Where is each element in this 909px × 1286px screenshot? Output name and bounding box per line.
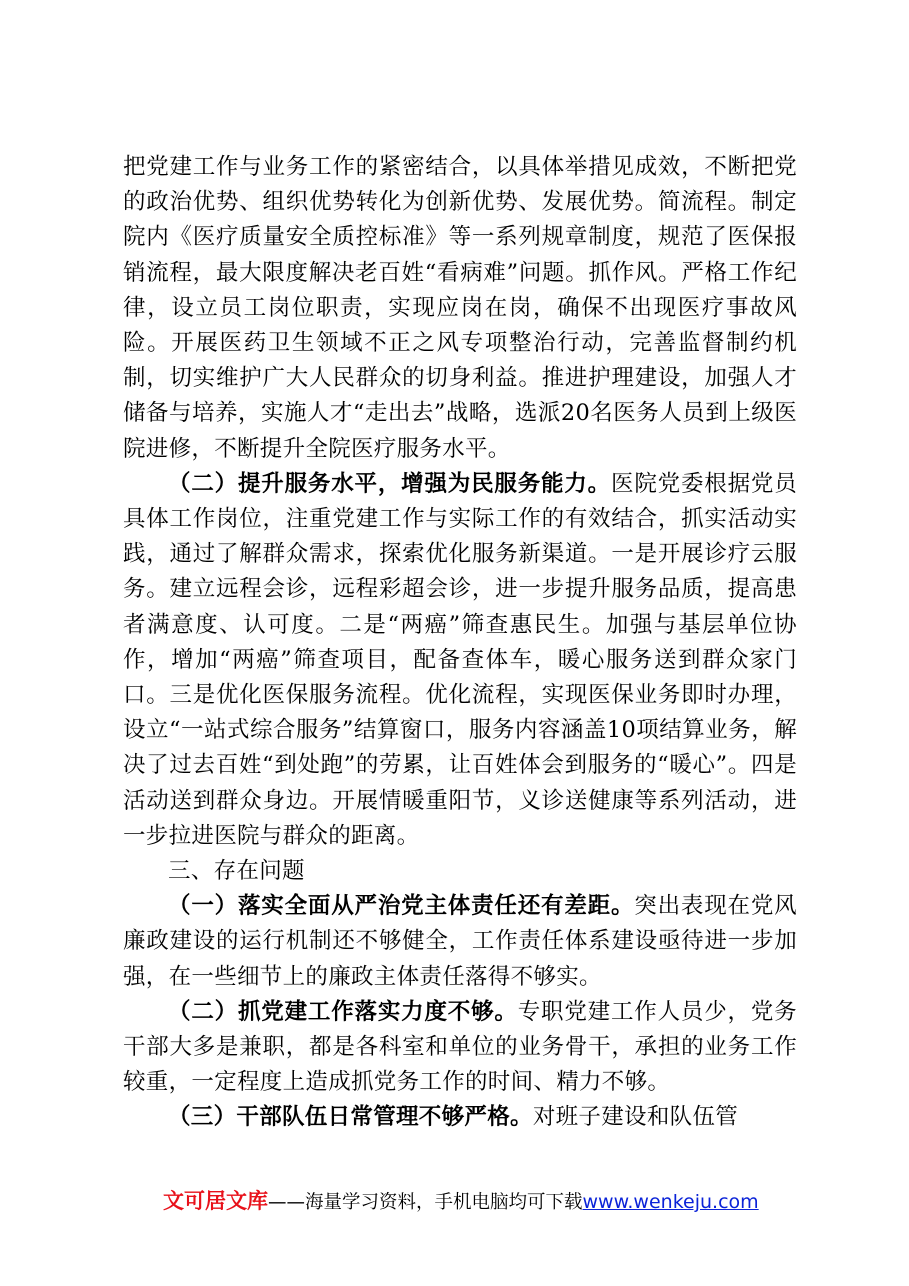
document-body xyxy=(123,150,797,1136)
brand-name: 文可居文库 xyxy=(163,1189,268,1213)
paragraph-body: 专职党建工作人员少，党务干部大多是兼职，都是各科室和单位的业务骨干，承担的业务工作较重，一定程度上造成抓党务工作的时间、精力不够。 xyxy=(123,998,797,1096)
paragraph-title: （二）抓党建工作落实力度不够。 xyxy=(168,998,518,1025)
section-heading: 三、存在问题 xyxy=(168,858,305,885)
paragraph-body: 突出表现在党风廉政建设的运行机制还不够健全，工作责任体系建设亟待进一步加强，在一些细节上的廉政主体责任落得不够实。 xyxy=(123,893,797,990)
paragraph-continuation: 把党建工作与业务工作的紧密结合，以具体举措见成效，不断把党的政治优势、组织优势转化为创新优势、发展优势。简流程。制定院内《医疗质量安全质控标准》等一系列规章制度，规范了医保报销流程，最大限度解决老百姓“看病难”问题。抓作风。严格工作纪律，设立员工岗位职责，实现应岗在岗，确保不出现医疗事故风险。开展医药卫生领域不正之风专项整治行动，完善监督制约机制，切实维护广大人民群众的切身利益。推进护理建设，加强人才储备与培养，实施人才“走出去”战略，选派20名医务人员到上级医院进修，不断提升全院医疗服务水平。 xyxy=(123,154,797,462)
paragraph-service-level xyxy=(123,467,797,854)
paragraph-title: （一）落实全面从严治党主体责任还有差距。 xyxy=(168,893,635,920)
footer-slogan: ——海量学习资料，手机电脑均可下载 xyxy=(268,1192,583,1213)
paragraph-body: 对班子建设和队伍管 xyxy=(532,1104,739,1131)
paragraph-responsibility-gap xyxy=(123,889,797,995)
paragraph-title: （三）干部队伍日常管理不够严格。 xyxy=(168,1104,533,1131)
paragraph-title: （二）提升服务水平，增强为民服务能力。 xyxy=(168,470,611,497)
paragraph-body: 医院党委根据党员具体工作岗位，注重党建工作与实际工作的有效结合，抓实活动实践，通过了解群众需求，探索优化服务新渠道。一是开展诊疗云服务。建立远程会诊，远程彩超会诊，进一步提升服务品质，提高患者满意度、认可度。二是“两癌”筛查惠民生。加强与基层单位协作，增加“两癌”筛查项目，配备查体车，暖心服务送到群众家门口。三是优化医保服务流程。优化流程，实现医保业务即时办理，设立“一站式综合服务”结算窗口，服务内容涵盖10项结算业务，解决了过去百姓“到处跑”的劳累，让百姓体会到服务的“暖心”。四是活动送到群众身边。开展情暖重阳节，义诊送健康等系列活动，进一步拉进医院与群众的距离。 xyxy=(123,470,798,849)
footer-banner xyxy=(163,1185,803,1215)
footer-url-link[interactable]: www.wenkeju.com xyxy=(582,1191,759,1213)
paragraph-implementation xyxy=(123,995,797,1101)
paragraph-management xyxy=(123,1100,797,1135)
